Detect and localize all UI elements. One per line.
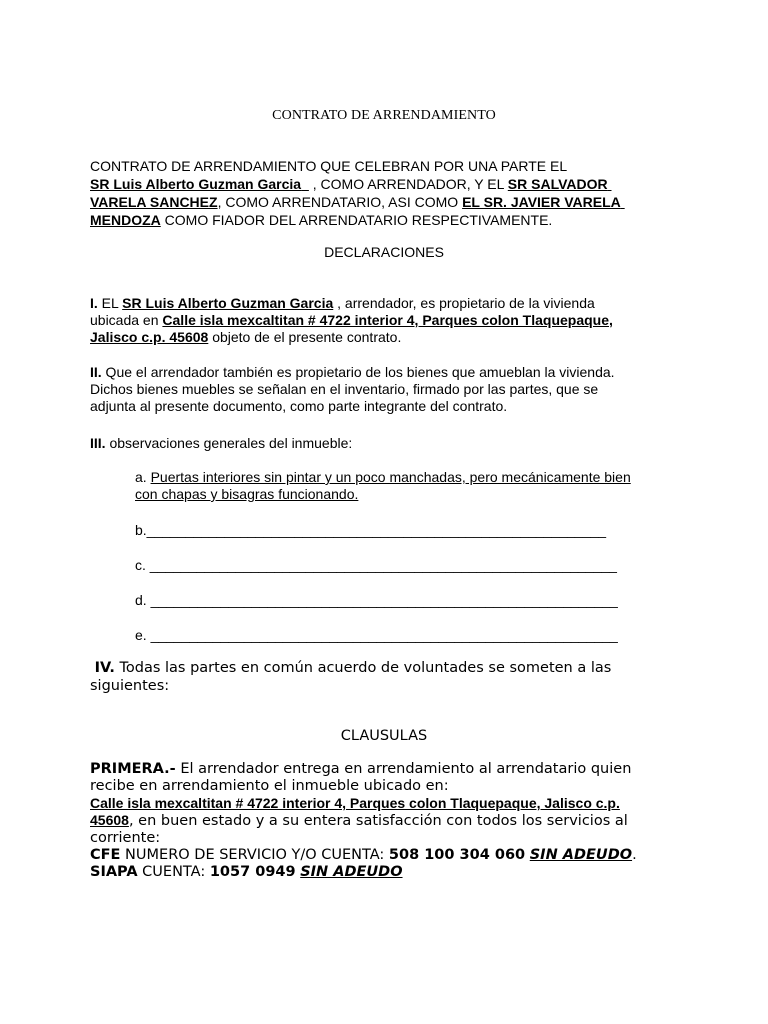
clausula-address-part2: 45608 — [90, 812, 129, 828]
observacion-d: d. ____________________________________________________________ — [135, 592, 618, 608]
declaracion-i: I. EL SR Luis Alberto Guzman Garcia , arrendador, es propietario de la vivienda ubicada en Calle isla mexcaltitan # 4722 interior 4, Parques colon Tlaquepaque, Jalisco c.p. 45608 objeto de el presente contrato. — [90, 295, 613, 345]
arrendatario-name-part1: SR SALVADOR — [507, 176, 608, 192]
declaracion-iii: III. observaciones generales del inmueble: — [90, 435, 353, 451]
observacion-c: c. ____________________________________________________________ — [135, 557, 617, 573]
intro-line-1: CONTRATO DE ARRENDAMIENTO QUE CELEBRAN POR UNA PARTE EL — [90, 158, 568, 174]
property-address-part2: Jalisco c.p. 45608 — [90, 329, 209, 345]
arrendador-name-decl: SR Luis Alberto Guzman Garcia — [122, 295, 334, 311]
observacion-a: a. Puertas interiores sin pintar y un poco manchadas, pero mecánicamente bien con chapas y bisagras funcionando. — [135, 469, 631, 502]
intro-paragraph — [90, 157, 690, 229]
property-address-part1: Calle isla mexcaltitan # 4722 interior 4, Parques colon Tlaquepaque, — [162, 312, 613, 328]
cfe-account-number: 508 100 304 060 — [388, 847, 526, 863]
intro-line-4: MENDOZA COMO FIADOR DEL ARRENDATARIO RESPECTIVAMENTE. — [90, 212, 553, 228]
fiador-name-part2: MENDOZA — [90, 212, 161, 228]
intro-line-3: VARELA SANCHEZ, COMO ARRENDATARIO, ASI COMO EL SR. JAVIER VARELA — [90, 194, 621, 210]
siapa-account-number: 1057 0949 — [209, 864, 296, 880]
fiador-name-part1: EL SR. JAVIER VARELA — [462, 194, 621, 210]
observacion-e: e. ____________________________________________________________ — [135, 627, 618, 643]
siapa-status: SIN ADEUDO — [300, 864, 403, 880]
observacion-b: b.___________________________________________________________ — [135, 522, 607, 538]
siapa-line: SIAPA CUENTA: 1057 0949 SIN ADEUDO — [90, 864, 403, 880]
document-title: CONTRATO DE ARRENDAMIENTO — [272, 108, 496, 123]
cfe-line: CFE NUMERO DE SERVICIO Y/O CUENTA: 508 100 304 060 SIN ADEUDO. — [90, 847, 637, 863]
clausulas-heading: CLAUSULAS — [340, 728, 428, 744]
declaraciones-heading: DECLARACIONES — [324, 244, 444, 260]
cfe-status: SIN ADEUDO — [529, 847, 633, 863]
arrendador-name: SR Luis Alberto Guzman Garcia — [90, 176, 302, 192]
clausula-address-part1: Calle isla mexcaltitan # 4722 interior 4, Parques colon Tlaquepaque, Jalisco c.p. — [90, 795, 620, 811]
clausula-primera: PRIMERA.- El arrendador entrega en arrendamiento al arrendatario quien recibe en arrendamiento el inmueble ubicado en: Calle isla mexcaltitan # 4722 interior 4, Parques colon Tlaquepaque, Jalisco c.p. 45608, en buen estado y a su entera satisfacción con todos los servicios al corriente: CFE NUMERO DE SERVICIO Y/O CUENTA: 508 100 304 060 SIN ADEUDO. SIAPA CUENTA: 1057 0949 SIN ADEUDO — [90, 761, 690, 881]
arrendatario-name-part2: VARELA SANCHEZ — [90, 194, 218, 210]
intro-line-2: SR Luis Alberto Guzman Garcia , COMO ARRENDADOR, Y EL SR SALVADOR — [90, 176, 608, 192]
declaracion-iv: IV. Todas las partes en común acuerdo de voluntades se someten a las siguientes: — [90, 660, 612, 694]
declaracion-ii: II. Que el arrendador también es propietario de los bienes que amueblan la vivienda. Dichos bienes muebles se señalan en el inventario, firmado por las partes, que se adjunta al presente documento, como parte integrante del contrato. — [90, 364, 615, 414]
